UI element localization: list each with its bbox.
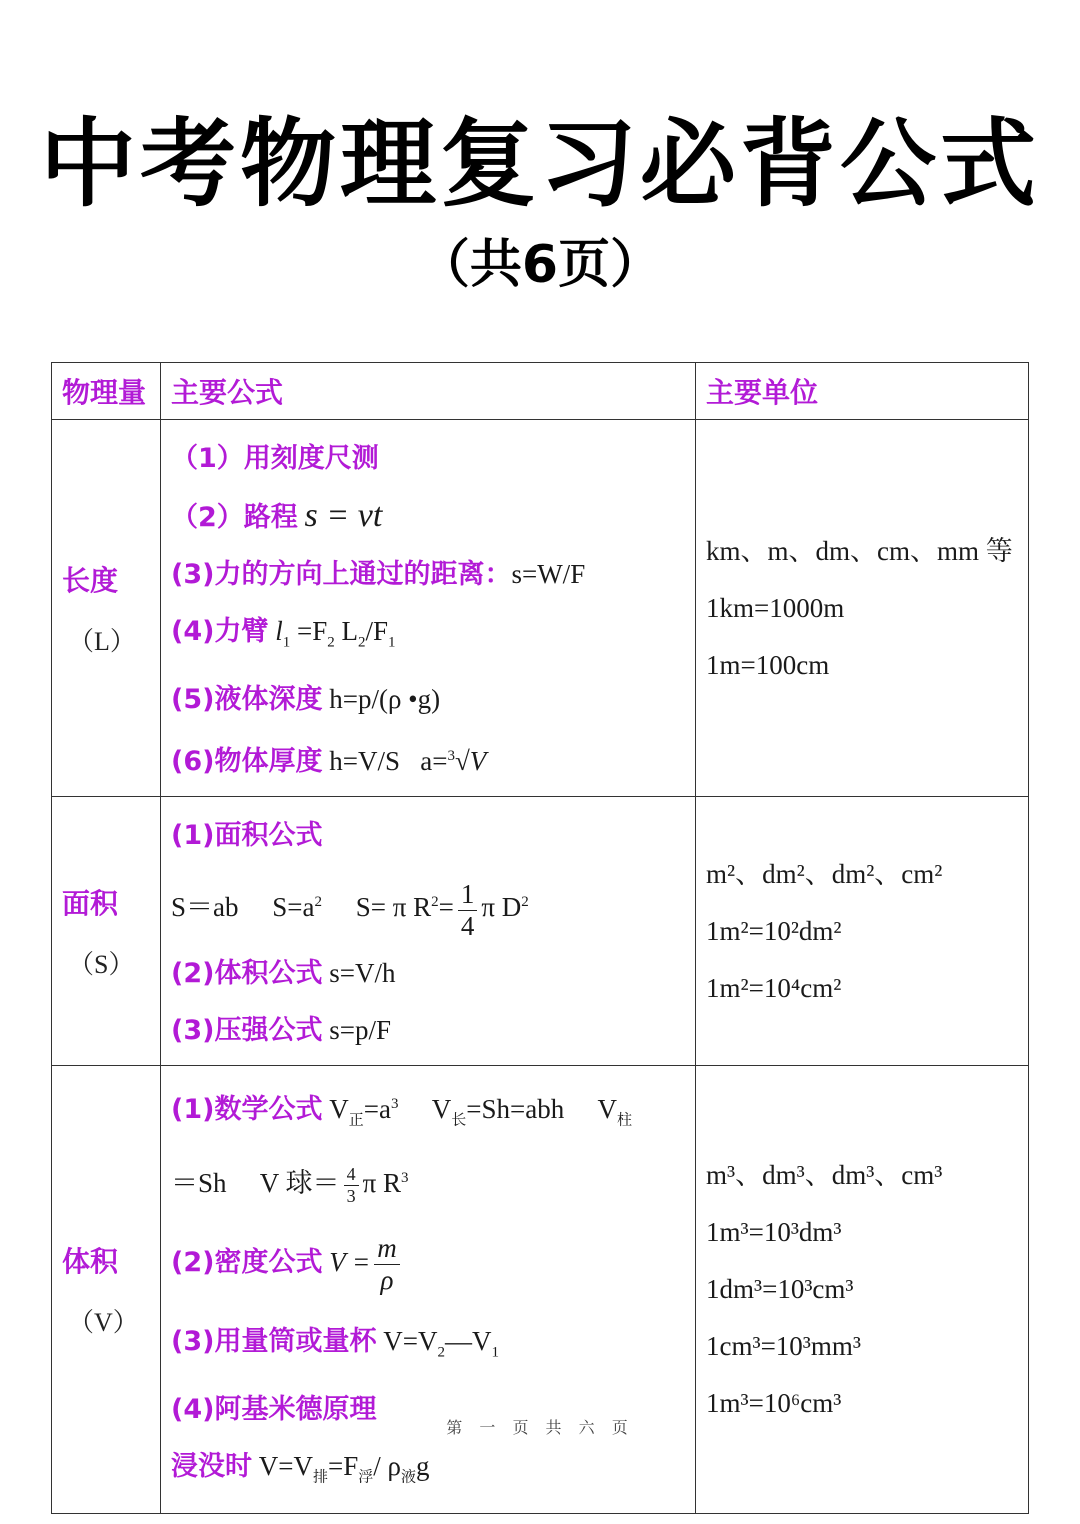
formula: —V	[444, 1325, 492, 1356]
formula: V =	[329, 1246, 371, 1277]
subscript: 长	[451, 1112, 467, 1129]
formula-label: (6)物体厚度	[171, 746, 323, 778]
formula-label: (3)压强公式	[171, 1015, 323, 1047]
fraction	[458, 879, 478, 942]
subscript: 正	[348, 1112, 364, 1129]
subscript: 2	[327, 634, 335, 651]
unit-line: 1m³=10⁶cm³	[706, 1387, 842, 1418]
formula-label: 浸没时	[171, 1451, 252, 1483]
units-cell	[696, 797, 1029, 1066]
numerator: 4	[344, 1164, 359, 1186]
formula-label: (1)面积公式	[171, 820, 323, 852]
quantity-cell	[52, 1066, 161, 1513]
quantity-symbol: （V）	[68, 1307, 139, 1337]
superscript: 2	[431, 894, 439, 911]
superscript: 2	[521, 894, 529, 911]
formula: l	[275, 616, 283, 646]
formula: L	[334, 616, 358, 646]
formula: V=V	[383, 1325, 438, 1356]
formula: /F	[365, 616, 389, 646]
formula-label: (2)密度公式	[171, 1246, 323, 1278]
units-cell	[696, 1066, 1029, 1513]
quantity-cell	[52, 420, 161, 797]
subscript: 液	[401, 1469, 417, 1486]
header-formulas: 主要公式	[161, 363, 696, 420]
formulas-cell	[161, 1066, 696, 1513]
subscript: 1	[282, 634, 291, 651]
table-row-area	[52, 797, 1029, 1066]
unit-line: 1cm³=10³mm³	[706, 1330, 861, 1361]
formula-line	[171, 603, 685, 671]
table-header-row	[52, 363, 1029, 420]
formula-label: (1)数学公式	[171, 1094, 323, 1126]
formula: S=a	[272, 892, 315, 923]
formula: =F	[328, 1451, 359, 1482]
formula: π D	[481, 892, 522, 923]
unit-line: 1dm³=10³cm³	[706, 1273, 854, 1304]
formula: V 球＝	[259, 1167, 340, 1198]
formula: V	[597, 1094, 617, 1125]
formula-line	[171, 1002, 685, 1059]
page-title: 中考物理复习必背公式	[40, 108, 1040, 220]
formula-line	[171, 487, 685, 546]
superscript: 3	[400, 1169, 409, 1186]
subscript: 排	[312, 1469, 328, 1486]
quantity-cell	[52, 797, 161, 1066]
header-quantity: 物理量	[52, 363, 161, 420]
superscript: 3	[390, 1096, 399, 1113]
formula: S＝ab	[171, 892, 239, 923]
formula-line	[171, 728, 685, 790]
formula: ＝Sh	[171, 1167, 227, 1198]
formula-label: (5)液体深度	[171, 684, 323, 716]
formula: V	[329, 1094, 349, 1125]
quantity-name: 面积	[62, 886, 119, 920]
quantity-name: 体积	[62, 1244, 119, 1278]
formula-line	[171, 1438, 685, 1506]
table-row-volume	[52, 1066, 1029, 1513]
unit-line: km、m、dm、cm、mm 等	[706, 535, 1013, 566]
header-units: 主要单位	[696, 363, 1029, 420]
formula: g	[416, 1451, 430, 1482]
table-row-length	[52, 420, 1029, 797]
formula: s=p/F	[329, 1015, 391, 1046]
fraction	[344, 1164, 359, 1206]
formula: V=V	[258, 1451, 313, 1482]
formula-line	[171, 807, 685, 864]
unit-line: m³、dm³、dm³、cm³	[706, 1159, 943, 1190]
formula: =Sh=abh	[466, 1094, 565, 1125]
formula-label: (3)用量筒或量杯	[171, 1325, 377, 1357]
numerator: 1	[458, 879, 478, 911]
formula-label: （2）路程	[171, 502, 298, 533]
subscript: 2	[357, 634, 366, 651]
formula-line	[171, 864, 685, 945]
cube-root: √V	[454, 746, 487, 777]
formula-line	[171, 1076, 685, 1149]
formula-label: (2)体积公式	[171, 958, 323, 990]
formula: / ρ	[373, 1451, 401, 1482]
subscript: 2	[437, 1344, 445, 1361]
unit-line: 1m²=10²dm²	[706, 915, 842, 946]
formula: V	[431, 1094, 452, 1125]
formula: a=	[420, 746, 448, 777]
formulas-cell	[161, 797, 696, 1066]
formula: π R	[362, 1167, 401, 1198]
subscript: 1	[491, 1344, 499, 1361]
numerator: m	[374, 1233, 400, 1265]
unit-line: 1km=1000m	[706, 592, 845, 623]
formula-label: （1）用刻度尺测	[171, 443, 379, 474]
formula-line	[171, 430, 685, 487]
quantity-symbol: （L）	[68, 626, 136, 656]
units-cell	[696, 420, 1029, 797]
unit-line: 1m=100cm	[706, 649, 830, 680]
fraction	[374, 1233, 400, 1296]
quantity-name: 长度	[62, 563, 119, 597]
formula-line	[171, 1313, 685, 1381]
formula: =F	[296, 616, 328, 646]
subscript: 1	[388, 634, 396, 651]
page-subtitle: （共6页）	[417, 235, 663, 295]
formula: s = vt	[304, 497, 383, 534]
subscript: 柱	[616, 1112, 632, 1129]
formula-line	[171, 546, 685, 603]
formula-label: (4)阿基米德原理	[171, 1394, 377, 1426]
formula: h=V/S	[329, 746, 400, 777]
formula: s=V/h	[329, 958, 396, 989]
unit-line: m²、dm²、dm²、cm²	[706, 858, 943, 889]
superscript: 2	[314, 894, 322, 911]
formula-table	[51, 362, 1029, 1514]
formula-line	[171, 945, 685, 1002]
formula: =	[438, 892, 454, 923]
quantity-symbol: （S）	[68, 949, 135, 979]
formula: =a	[363, 1094, 391, 1125]
denominator: ρ	[380, 1265, 394, 1296]
formula-label: (3)力的方向上通过的距离：	[171, 559, 512, 590]
formula: h=p/(ρ •g)	[329, 684, 441, 715]
unit-line: 1m²=10⁴cm²	[706, 972, 842, 1003]
formula-line	[171, 1212, 685, 1313]
formula: S= π R	[355, 892, 432, 923]
denominator: 3	[346, 1186, 356, 1207]
formula: s=W/F	[511, 559, 586, 589]
formula-line	[171, 1150, 685, 1212]
page-footer: 第 一 页 共 六 页	[446, 1418, 634, 1437]
formulas-cell	[161, 420, 696, 797]
denominator: 4	[460, 910, 475, 941]
superscript: 3	[447, 748, 455, 765]
subscript: 浮	[358, 1469, 374, 1486]
formula-line	[171, 671, 685, 728]
formula-label: (4)力臂	[171, 616, 269, 647]
unit-line: 1m³=10³dm³	[706, 1216, 842, 1247]
